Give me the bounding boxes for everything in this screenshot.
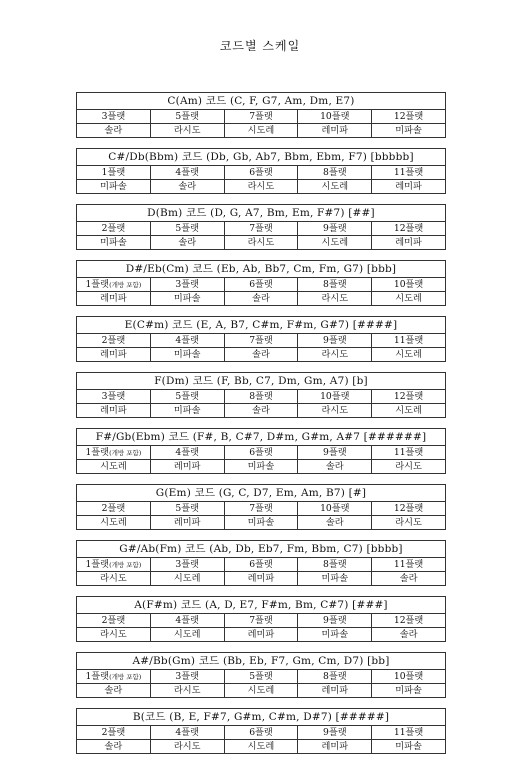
chord-header: C#/Db(Bbm) 코드 (Db, Gb, Ab7, Bbm, Ebm, F7) [bbbbb] <box>77 149 446 166</box>
scale-notes-cell: 미파솔 <box>150 348 224 362</box>
fret-cell <box>150 110 224 124</box>
fret-label: 10플랫 <box>320 110 350 122</box>
scale-notes-cell: 레미파 <box>77 404 151 418</box>
fret-cell <box>150 222 224 236</box>
fret-cell <box>77 334 151 348</box>
open-string-note: (개방 포함) <box>109 560 142 569</box>
fret-label: 5플랫 <box>175 110 199 122</box>
scale-notes-cell: 솔라 <box>224 404 298 418</box>
fret-label: 2플랫 <box>101 502 126 514</box>
scale-notes-cell: 레미파 <box>372 236 446 250</box>
fret-cell <box>298 334 372 348</box>
scale-notes-cell: 레미파 <box>298 124 372 138</box>
fret-cell <box>224 166 298 180</box>
scale-notes-cell: 라시도 <box>150 740 224 754</box>
scale-notes-cell: 솔라 <box>298 516 372 530</box>
fret-label: 4플랫 <box>175 334 199 346</box>
fret-label: 6플랫 <box>249 726 273 738</box>
fret-cell <box>224 390 298 404</box>
fret-label: 10플랫 <box>320 390 350 402</box>
fret-label: 11플랫 <box>393 334 424 346</box>
scale-notes-cell: 라시도 <box>372 460 446 474</box>
fret-cell <box>77 726 151 740</box>
scale-notes-cell: 솔라 <box>224 348 298 362</box>
fret-label: 10플랫 <box>393 670 424 682</box>
chord-table <box>76 148 446 194</box>
fret-cell <box>372 558 446 572</box>
fret-cell <box>372 446 446 460</box>
fret-cell <box>298 446 372 460</box>
fret-cell <box>224 334 298 348</box>
fret-cell <box>150 446 224 460</box>
fret-cell <box>224 446 298 460</box>
chord-header: C(Am) 코드 (C, F, G7, Am, Dm, E7) <box>77 93 446 110</box>
fret-label: 1플랫 <box>85 558 110 570</box>
scale-notes-cell: 라시도 <box>224 180 298 194</box>
fret-cell <box>150 726 224 740</box>
chord-header: D(Bm) 코드 (D, G, A7, Bm, Em, F#7) [##] <box>77 205 446 222</box>
scale-notes-cell: 솔라 <box>298 460 372 474</box>
fret-cell <box>372 166 446 180</box>
fret-label: 4플랫 <box>175 614 199 626</box>
fret-label: 2플랫 <box>101 726 126 738</box>
fret-label: 6플랫 <box>249 278 273 290</box>
fret-label: 3플랫 <box>101 390 126 402</box>
fret-cell <box>77 166 151 180</box>
scale-notes-cell: 라시도 <box>77 572 151 586</box>
fret-cell <box>150 614 224 628</box>
scale-notes-cell: 라시도 <box>150 124 224 138</box>
fret-cell <box>150 558 224 572</box>
scale-notes-cell: 시도레 <box>372 292 446 306</box>
fret-cell <box>150 670 224 684</box>
scale-notes-cell: 솔라 <box>77 684 151 698</box>
scale-notes-cell: 미파솔 <box>77 236 151 250</box>
chord-header: A#/Bb(Gm) 코드 (Bb, Eb, F7, Gm, Cm, D7) [bb] <box>77 653 446 670</box>
scale-notes-cell: 미파솔 <box>77 180 151 194</box>
scale-notes-cell: 미파솔 <box>372 684 446 698</box>
fret-cell <box>150 166 224 180</box>
fret-label: 12플랫 <box>393 110 424 122</box>
scale-notes-cell: 시도레 <box>150 628 224 642</box>
fret-cell <box>77 110 151 124</box>
fret-label: 9플랫 <box>322 334 347 346</box>
scale-notes-cell: 레미파 <box>150 460 224 474</box>
fret-cell <box>298 726 372 740</box>
scale-notes-cell: 솔라 <box>150 236 224 250</box>
fret-label: 11플랫 <box>393 726 424 738</box>
fret-label: 9플랫 <box>322 726 347 738</box>
fret-cell <box>224 726 298 740</box>
scale-notes-cell: 시도레 <box>298 180 372 194</box>
scale-notes-cell: 시도레 <box>224 740 298 754</box>
fret-label: 5플랫 <box>175 502 199 514</box>
fret-label: 4플랫 <box>175 726 199 738</box>
chord-header: B(코드 (B, E, F#7, G#m, C#m, D#7) [#####] <box>77 709 446 726</box>
scale-notes-cell: 미파솔 <box>298 628 372 642</box>
fret-label: 12플랫 <box>393 222 424 234</box>
scale-notes-cell: 시도레 <box>77 516 151 530</box>
scale-notes-cell: 라시도 <box>372 516 446 530</box>
fret-label: 7플랫 <box>249 614 273 626</box>
scale-notes-cell: 라시도 <box>298 348 372 362</box>
fret-label: 9플랫 <box>322 446 347 458</box>
scale-notes-cell: 라시도 <box>298 292 372 306</box>
fret-cell <box>150 278 224 292</box>
fret-label: 1플랫 <box>101 166 126 178</box>
chord-table <box>76 204 446 250</box>
fret-cell <box>298 502 372 516</box>
chord-table <box>76 540 446 586</box>
fret-cell <box>224 502 298 516</box>
fret-cell <box>298 614 372 628</box>
fret-cell <box>77 614 151 628</box>
fret-label: 4플랫 <box>175 446 199 458</box>
fret-label: 3플랫 <box>175 278 199 290</box>
fret-label: 3플랫 <box>175 670 199 682</box>
fret-label: 9플랫 <box>322 614 347 626</box>
chord-table <box>76 708 446 754</box>
scale-notes-cell: 솔라 <box>224 292 298 306</box>
scale-notes-cell: 미파솔 <box>298 572 372 586</box>
fret-cell <box>224 278 298 292</box>
chord-scale-list <box>76 92 446 764</box>
open-string-note: (개방 포함) <box>109 280 142 289</box>
scale-notes-cell: 레미파 <box>150 516 224 530</box>
chord-table <box>76 316 446 362</box>
fret-cell <box>77 670 151 684</box>
fret-label: 7플랫 <box>249 334 273 346</box>
chord-header: G#/Ab(Fm) 코드 (Ab, Db, Eb7, Fm, Bbm, C7) [bbbb] <box>77 541 446 558</box>
fret-cell <box>77 390 151 404</box>
fret-label: 8플랫 <box>322 166 347 178</box>
fret-label: 1플랫 <box>85 670 110 682</box>
chord-header: D#/Eb(Cm) 코드 (Eb, Ab, Bb7, Cm, Fm, G7) [bbb] <box>77 261 446 278</box>
fret-cell <box>150 390 224 404</box>
fret-label: 8플랫 <box>322 278 347 290</box>
scale-notes-cell: 레미파 <box>372 180 446 194</box>
fret-cell <box>372 502 446 516</box>
fret-cell <box>298 670 372 684</box>
fret-label: 9플랫 <box>322 222 347 234</box>
fret-label: 5플랫 <box>175 222 199 234</box>
scale-notes-cell: 솔라 <box>77 124 151 138</box>
fret-cell <box>298 222 372 236</box>
fret-cell <box>298 110 372 124</box>
scale-notes-cell: 레미파 <box>77 348 151 362</box>
scale-notes-cell: 레미파 <box>77 292 151 306</box>
scale-notes-cell: 솔라 <box>150 180 224 194</box>
fret-label: 2플랫 <box>101 222 126 234</box>
chord-table <box>76 372 446 418</box>
chord-header: F(Dm) 코드 (F, Bb, C7, Dm, Gm, A7) [b] <box>77 373 446 390</box>
fret-label: 6플랫 <box>249 446 273 458</box>
fret-cell <box>372 390 446 404</box>
scale-notes-cell: 미파솔 <box>150 292 224 306</box>
scale-notes-cell: 시도레 <box>77 460 151 474</box>
scale-notes-cell: 시도레 <box>224 684 298 698</box>
fret-cell <box>372 110 446 124</box>
open-string-note: (개방 포함) <box>109 672 142 681</box>
chord-header: A(F#m) 코드 (A, D, E7, F#m, Bm, C#7) [###] <box>77 597 446 614</box>
fret-cell <box>77 502 151 516</box>
chord-table <box>76 596 446 642</box>
fret-label: 4플랫 <box>175 166 199 178</box>
fret-label: 11플랫 <box>393 166 424 178</box>
fret-cell <box>77 278 151 292</box>
fret-label: 11플랫 <box>393 446 424 458</box>
chord-header: F#/Gb(Ebm) 코드 (F#, B, C#7, D#m, G#m, A#7 [######] <box>77 429 446 446</box>
fret-cell <box>224 110 298 124</box>
chord-table <box>76 428 446 474</box>
scale-notes-cell: 솔라 <box>372 572 446 586</box>
chord-table <box>76 260 446 306</box>
fret-cell <box>77 222 151 236</box>
fret-label: 7플랫 <box>249 110 273 122</box>
scale-notes-cell: 라시도 <box>298 404 372 418</box>
scale-notes-cell: 라시도 <box>150 684 224 698</box>
fret-label: 10플랫 <box>320 502 350 514</box>
scale-notes-cell: 레미파 <box>298 684 372 698</box>
fret-label: 5플랫 <box>175 390 199 402</box>
scale-notes-cell: 미파솔 <box>150 404 224 418</box>
fret-label: 1플랫 <box>85 278 110 290</box>
fret-cell <box>150 334 224 348</box>
fret-cell <box>298 558 372 572</box>
scale-notes-cell: 솔라 <box>77 740 151 754</box>
fret-cell <box>77 558 151 572</box>
scale-notes-cell: 미파솔 <box>372 740 446 754</box>
fret-cell <box>372 670 446 684</box>
scale-notes-cell: 레미파 <box>224 572 298 586</box>
fret-cell <box>150 502 224 516</box>
fret-label: 12플랫 <box>393 390 424 402</box>
fret-label: 12플랫 <box>393 614 424 626</box>
fret-label: 10플랫 <box>393 278 424 290</box>
fret-cell <box>224 670 298 684</box>
scale-notes-cell: 라시도 <box>224 236 298 250</box>
fret-label: 7플랫 <box>249 502 273 514</box>
fret-label: 11플랫 <box>393 558 424 570</box>
fret-label: 12플랫 <box>393 502 424 514</box>
scale-notes-cell: 시도레 <box>150 572 224 586</box>
scale-notes-cell: 미파솔 <box>372 124 446 138</box>
fret-label: 6플랫 <box>249 166 273 178</box>
scale-notes-cell: 시도레 <box>372 348 446 362</box>
fret-cell <box>372 278 446 292</box>
chord-header: G(Em) 코드 (G, C, D7, Em, Am, B7) [#] <box>77 485 446 502</box>
fret-label: 6플랫 <box>249 558 273 570</box>
fret-label: 3플랫 <box>101 110 126 122</box>
fret-cell <box>77 446 151 460</box>
fret-label: 2플랫 <box>101 334 126 346</box>
open-string-note: (개방 포함) <box>109 448 142 457</box>
scale-notes-cell: 시도레 <box>372 404 446 418</box>
scale-notes-cell: 시도레 <box>298 236 372 250</box>
scale-notes-cell: 레미파 <box>224 628 298 642</box>
fret-label: 8플랫 <box>322 558 347 570</box>
fret-label: 8플랫 <box>322 670 347 682</box>
fret-cell <box>224 222 298 236</box>
fret-cell <box>372 614 446 628</box>
fret-label: 3플랫 <box>175 558 199 570</box>
fret-cell <box>224 614 298 628</box>
fret-label: 5플랫 <box>249 670 273 682</box>
chord-header: E(C#m) 코드 (E, A, B7, C#m, F#m, G#7) [####] <box>77 317 446 334</box>
scale-notes-cell: 시도레 <box>224 124 298 138</box>
fret-label: 2플랫 <box>101 614 126 626</box>
fret-cell <box>224 558 298 572</box>
page-title: 코드별 스케일 <box>219 39 301 53</box>
fret-cell <box>298 166 372 180</box>
fret-label: 8플랫 <box>249 390 273 402</box>
fret-cell <box>298 278 372 292</box>
fret-cell <box>372 726 446 740</box>
fret-cell <box>372 334 446 348</box>
fret-cell <box>298 390 372 404</box>
scale-notes-cell: 레미파 <box>298 740 372 754</box>
fret-label: 7플랫 <box>249 222 273 234</box>
scale-notes-cell: 라시도 <box>77 628 151 642</box>
scale-notes-cell: 미파솔 <box>224 460 298 474</box>
fret-cell <box>372 222 446 236</box>
scale-notes-cell: 솔라 <box>372 628 446 642</box>
chord-table <box>76 652 446 698</box>
fret-label: 1플랫 <box>85 446 110 458</box>
chord-table <box>76 92 446 138</box>
scale-notes-cell: 미파솔 <box>224 516 298 530</box>
chord-table <box>76 484 446 530</box>
